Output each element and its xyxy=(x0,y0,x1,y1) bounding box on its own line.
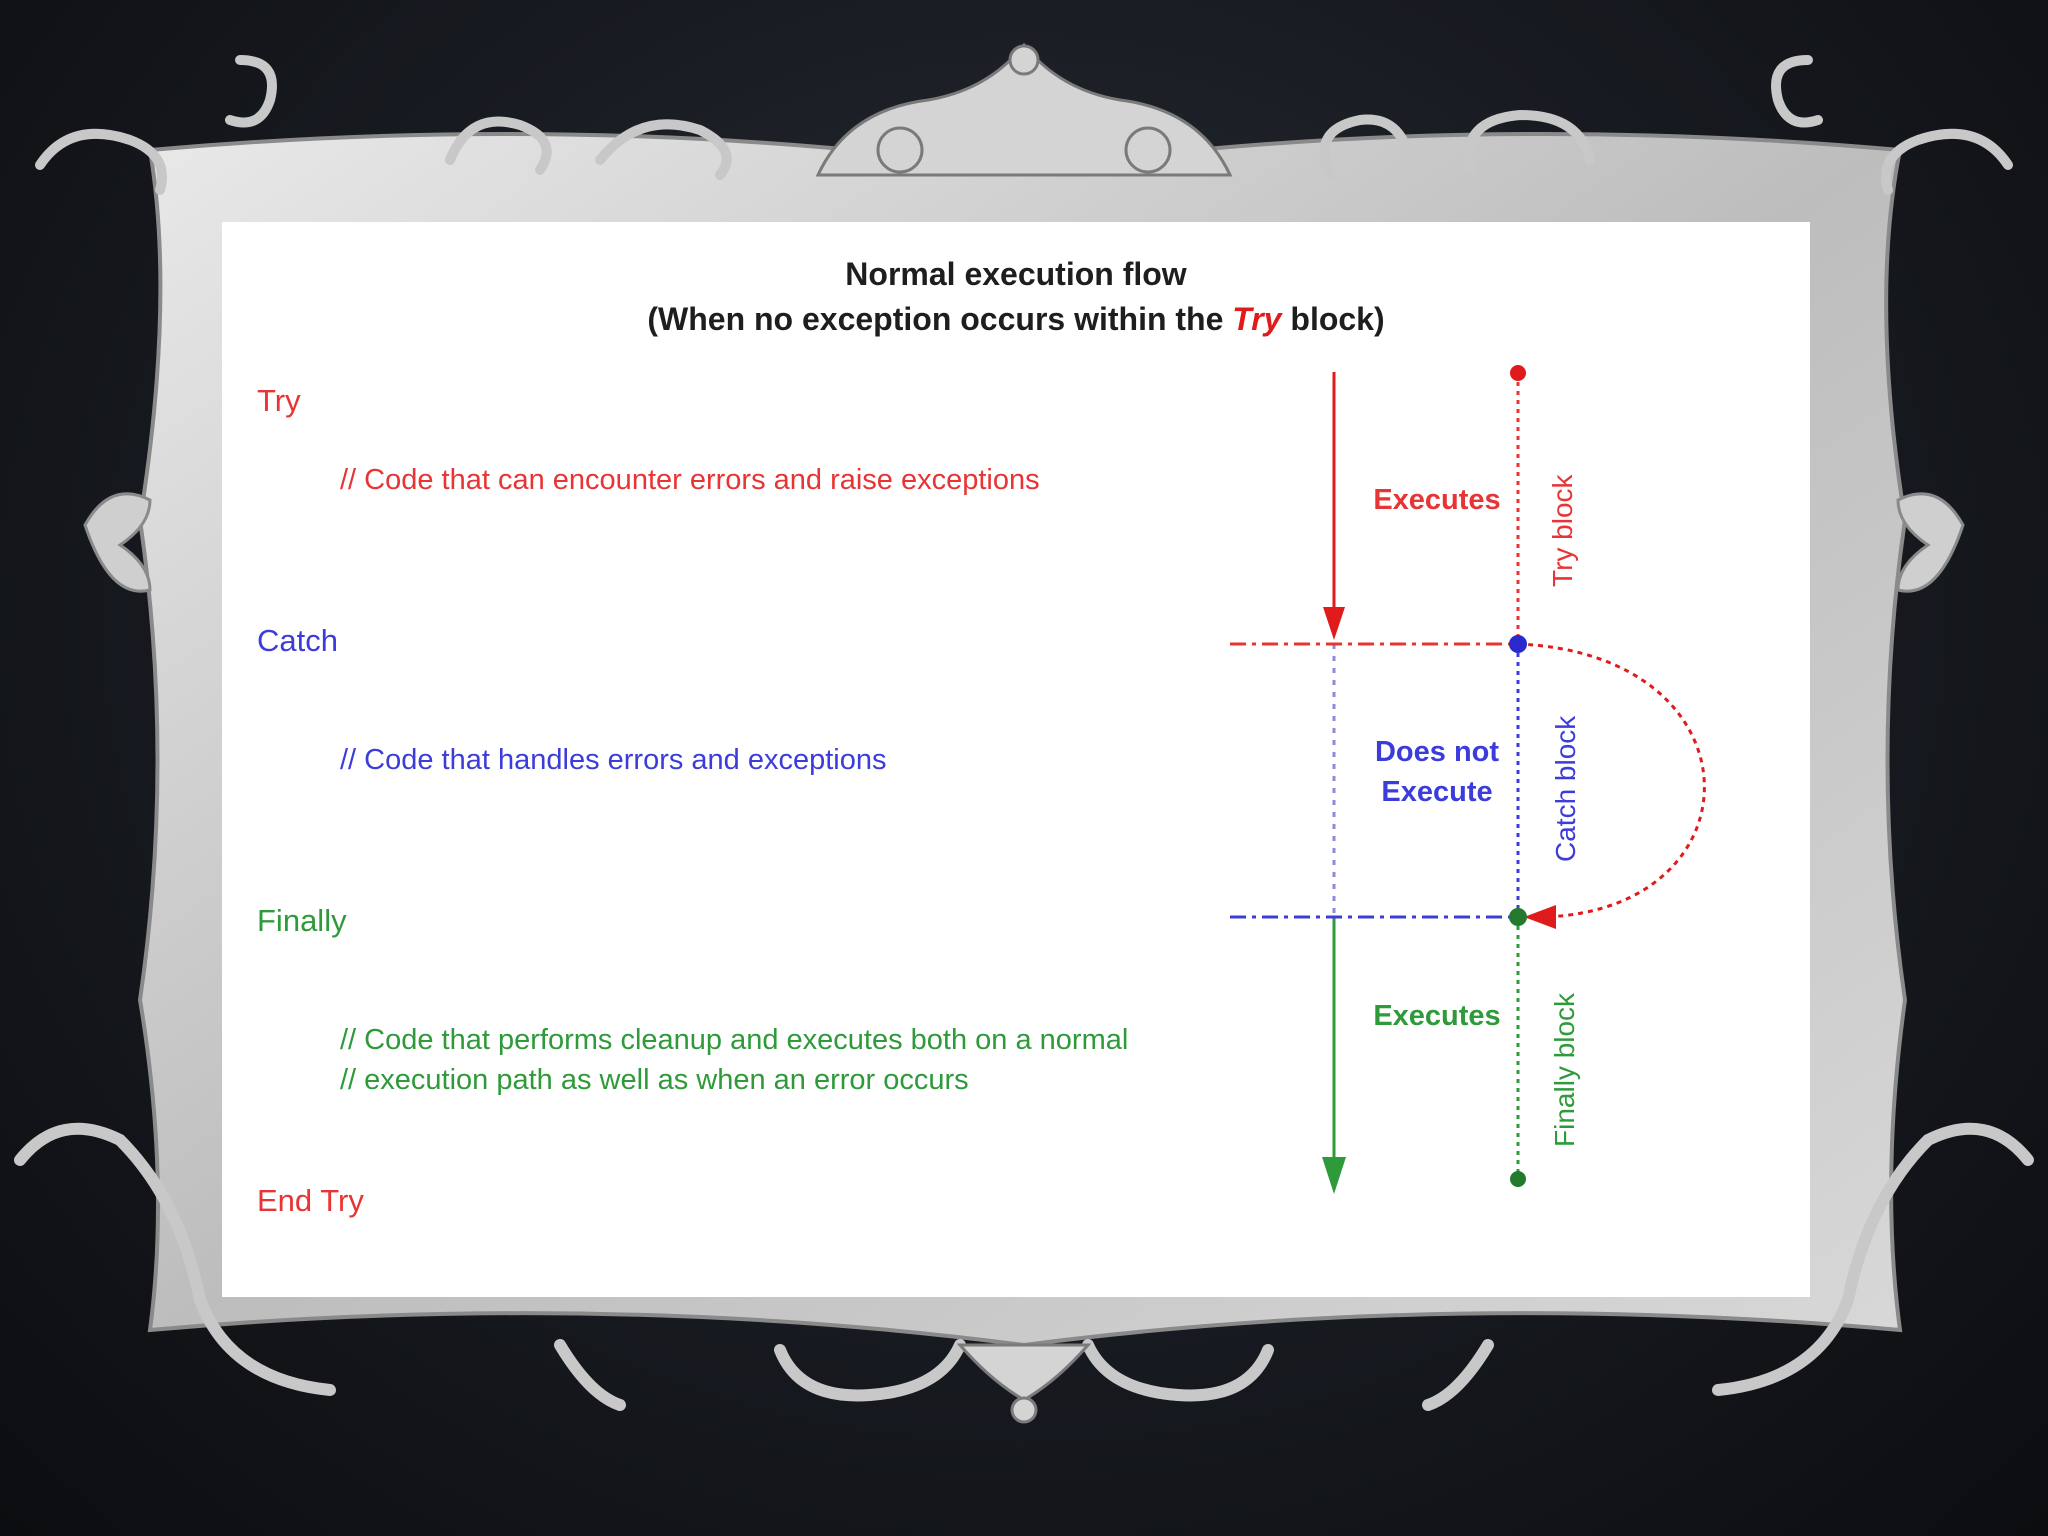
end-try-keyword: End Try xyxy=(257,1183,364,1218)
try-keyword: Try xyxy=(257,383,301,418)
slide-title: Normal execution flow xyxy=(845,256,1187,292)
catch-comment: // Code that handles errors and exceptions xyxy=(340,744,887,776)
try-start-node xyxy=(1510,365,1526,381)
finally-comment-line-1: // Code that performs cleanup and executes both on a normal xyxy=(340,1024,1129,1056)
catch-start-node xyxy=(1509,635,1527,653)
try-status-label: Executes xyxy=(1373,484,1501,516)
catch-keyword: Catch xyxy=(257,623,338,658)
finally-keyword: Finally xyxy=(257,903,347,938)
skip-catch-arc-head xyxy=(1524,905,1556,929)
crest-top-ornament xyxy=(818,45,1230,175)
try-block-label: Try block xyxy=(1547,474,1578,587)
crest-bottom-ornament xyxy=(960,1345,1088,1422)
finally-status-label: Executes xyxy=(1373,1000,1501,1032)
finally-comment-line-2: // execution path as well as when an error occurs xyxy=(340,1064,969,1096)
finally-end-node xyxy=(1510,1171,1526,1187)
catch-status-line-2: Execute xyxy=(1381,776,1493,808)
try-arrow-head xyxy=(1323,607,1345,640)
finally-start-node xyxy=(1509,908,1527,926)
skip-catch-arc xyxy=(1518,644,1704,917)
slide-content-panel xyxy=(222,222,1810,1297)
finally-block-label: Finally block xyxy=(1549,992,1580,1147)
subtitle-post: block) xyxy=(1281,301,1385,337)
try-comment: // Code that can encounter errors and raise exceptions xyxy=(340,464,1040,496)
catch-block-label: Catch block xyxy=(1550,715,1581,862)
subtitle-pre: (When no exception occurs within the xyxy=(647,301,1233,337)
catch-status-line-1: Does not xyxy=(1374,736,1500,768)
finally-arrow-head xyxy=(1322,1157,1346,1194)
subtitle-try-keyword: Try xyxy=(1232,301,1282,337)
